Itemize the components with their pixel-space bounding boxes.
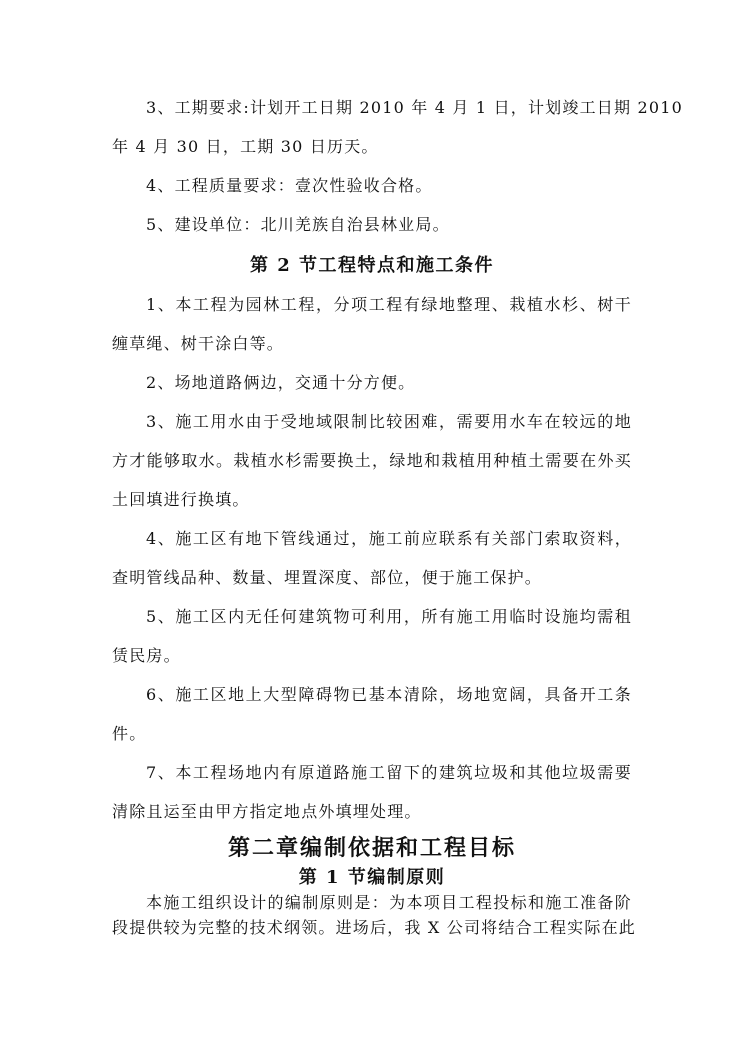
paragraph-7-line2: 清除且运至由甲方指定地点外填埋处理。 <box>112 802 422 821</box>
paragraph-3-line3: 土回填进行换填。 <box>112 490 250 509</box>
item3-line2: 年 4 月 30 日，工期 30 日历天。 <box>112 137 379 156</box>
section-heading: 第 2 节工程特点和施工条件 <box>249 255 495 276</box>
item4-text: 4、工程质量要求：壹次性验收合格。 <box>146 176 433 195</box>
paragraph-1-line1: 1、本工程为园林工程，分项工程有绿地整理、栽植水杉、树干 <box>146 295 632 314</box>
paragraph-3-line1: 3、施工用水由于受地域限制比较困难，需要用水车在较远的地 <box>146 412 632 431</box>
paragraph-6-line1: 6、施工区地上大型障碍物已基本清除，场地宽阔，具备开工条 <box>146 685 632 704</box>
paragraph-4-line1: 4、施工区有地下管线通过，施工前应联系有关部门索取资料， <box>146 529 632 548</box>
item5-text: 5、建设单位：北川羌族自治县林业局。 <box>146 215 450 234</box>
paragraph-5-line2: 赁民房。 <box>112 646 181 665</box>
chapter-paragraph-line1: 本施工组织设计的编制原则是：为本项目工程投标和施工准备阶 <box>146 893 632 912</box>
paragraph-2-text: 2、场地道路俩边，交通十分方便。 <box>146 373 416 392</box>
paragraph-4-line2: 查明管线品种、数量、埋置深度、部位，便于施工保护。 <box>112 568 543 587</box>
paragraph-6-line2: 件。 <box>112 724 147 743</box>
paragraph-3-line2: 方才能够取水。栽植水杉需要换土，绿地和栽植用种植土需要在外买 <box>112 451 632 470</box>
subsection-heading: 第 1 节编制原则 <box>298 867 446 888</box>
chapter-heading: 第二章编制依据和工程目标 <box>227 835 516 861</box>
paragraph-5-line1: 5、施工区内无任何建筑物可利用，所有施工用临时设施均需租 <box>146 607 632 626</box>
chapter-paragraph-line2: 段提供较为完整的技术纲领。进场后，我 X 公司将结合工程实际在此 <box>112 918 636 937</box>
paragraph-1-line2: 缠草绳、树干涂白等。 <box>112 334 285 353</box>
item3-line1: 3、工期要求:计划开工日期 2010 年 4 月 1 日，计划竣工日期 2010 <box>146 98 683 117</box>
paragraph-7-line1: 7、本工程场地内有原道路施工留下的建筑垃圾和其他垃圾需要 <box>146 763 632 782</box>
